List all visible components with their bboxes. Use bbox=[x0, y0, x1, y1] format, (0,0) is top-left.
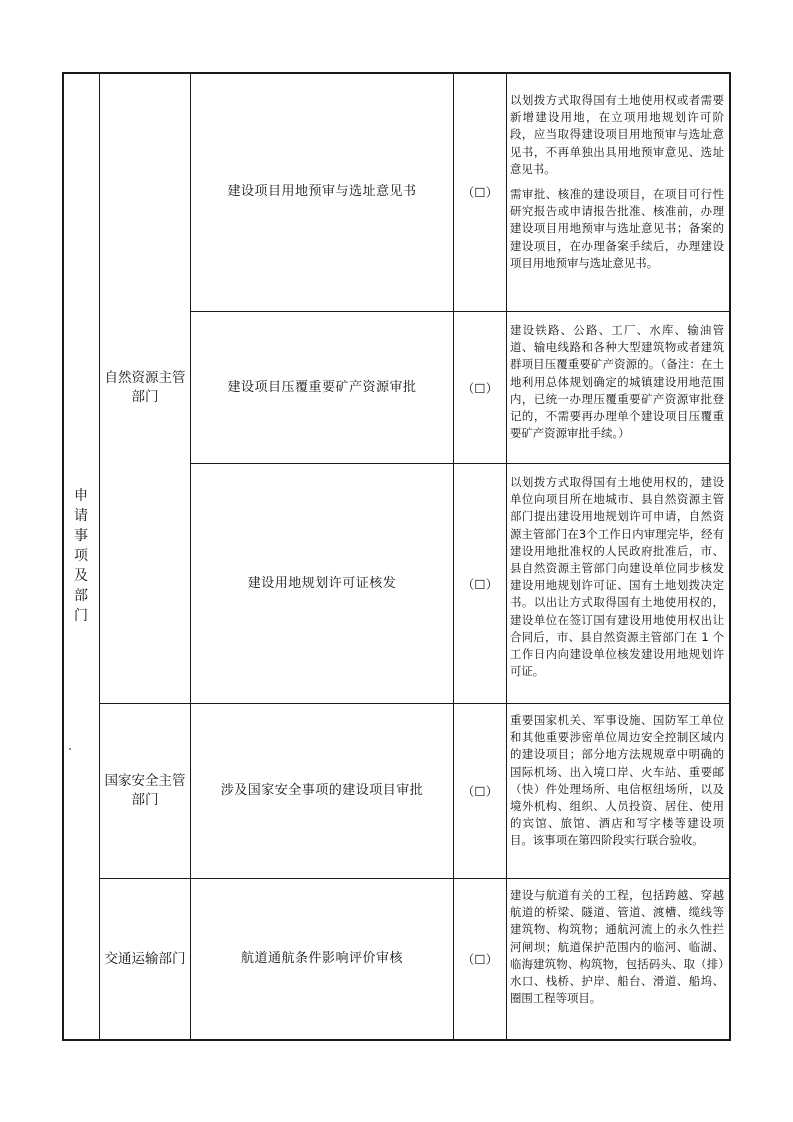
checkbox-mark[interactable]: （☐） bbox=[461, 185, 499, 200]
table-bottom-border bbox=[62, 1039, 731, 1041]
side-label: 申请事项及部门 bbox=[74, 488, 88, 624]
note-paragraph: 建设铁路、公路、工厂、水库、输油管道、输电线路和各种大型建筑物或者建筑群项目压覆重要矿产资源的。（备注：在土地利用总体规划确定的城镇建设用地范围内，已统一办理压覆重要矿产资源审批登记的，不需要再办理单个建设项目压覆重要矿产资源审批手续。） bbox=[510, 323, 724, 441]
checkbox-mark[interactable]: （☐） bbox=[461, 784, 499, 799]
checkbox-cell[interactable] bbox=[454, 73, 506, 311]
scan-speck bbox=[69, 748, 71, 750]
item-note bbox=[510, 887, 724, 1037]
item-name: 建设用地规划许可证核发 bbox=[247, 575, 397, 591]
item-name: 涉及国家安全事项的建设项目审批 bbox=[220, 783, 424, 798]
side-label-cell bbox=[63, 73, 99, 1039]
item-note bbox=[510, 322, 724, 460]
department-name: 自然资源主管部门 bbox=[104, 370, 186, 405]
table-right-border bbox=[729, 72, 731, 1041]
department-cell bbox=[100, 73, 190, 703]
item-cell bbox=[191, 464, 453, 703]
item-cell bbox=[191, 73, 453, 311]
note-paragraph: 以划拨方式取得国有土地使用权的，建设单位向项目所在地城市、县自然资源主管部门提出建设用地规划许可申请，自然资源主管部门在3个工作日内审理完毕，经有建设用地批准权的人民政府批准后，市、县自然资源主管部门向建设单位同步核发建设用地规划许可证、国有土地划拨决定书。以出让方式取得国有土地使用权的，建设单位在签订国有建设用地使用权出让合同后，市、县自然资源主管部门在 1 个工作日内向建设单位核发建设用地规划许可证。 bbox=[510, 475, 724, 679]
item-name: 建设项目用地预审与选址意见书 bbox=[227, 184, 417, 199]
department-cell bbox=[100, 704, 190, 878]
note-paragraph: 重要国家机关、军事设施、国防军工单位和其他重要涉密单位周边安全控制区域内的建设项目；部分地方法规规章中明确的国际机场、出入境口岸、火车站、重要邮（快）件处理场所、电信枢纽场所，以及境外机构、组织、人员投资、居住、使用的宾馆、旅馆、酒店和写字楼等建设项目。该事项在第四阶段实行联合验收。 bbox=[510, 713, 724, 848]
item-note bbox=[510, 92, 724, 302]
department-name: 国家安全主管部门 bbox=[104, 773, 186, 808]
note-paragraph: 建设与航道有关的工程，包括跨越、穿越航道的桥梁、隧道、管道、渡槽、缆线等建筑物、构筑物；通航河流上的永久性拦河闸坝；航道保护范围内的临河、临湖、临海建筑物、构筑物，包括码头、取（排）水口、栈桥、护岸、船台、滑道、船坞、圈围工程等项目。 bbox=[510, 888, 724, 1006]
item-name: 建设项目压覆重要矿产资源审批 bbox=[227, 379, 417, 395]
checkbox-cell[interactable] bbox=[454, 464, 506, 703]
note-paragraph: 以划拨方式取得国有土地使用权或者需要新增建设用地，在立项用地规划许可阶段，应当取得建设项目用地预审与选址意见书，不再单独出具用地预审意见、选址意见书。 bbox=[510, 93, 724, 176]
department-cell bbox=[100, 879, 190, 1039]
item-cell bbox=[191, 312, 453, 463]
item-cell bbox=[191, 879, 453, 1039]
checkbox-mark[interactable]: （☐） bbox=[461, 952, 499, 967]
item-name: 航道通航条件影响评价审核 bbox=[240, 951, 403, 966]
department-name: 交通运输部门 bbox=[104, 950, 186, 967]
checkbox-cell[interactable] bbox=[454, 879, 506, 1039]
checkbox-cell[interactable] bbox=[454, 312, 506, 463]
checkbox-mark[interactable]: （☐） bbox=[461, 380, 499, 396]
note-paragraph: 需审批、核准的建设项目，在项目可行性研究报告或申请报告批准、核准前，办理建设项目用地预审与选址意见书；备案的建设项目，在办理备案手续后，办理建设项目用地预审与选址意见书。 bbox=[510, 187, 724, 270]
checkbox-cell[interactable] bbox=[454, 704, 506, 878]
item-note bbox=[510, 712, 724, 874]
column-divider bbox=[506, 72, 507, 1040]
item-cell bbox=[191, 704, 453, 878]
item-note bbox=[510, 474, 724, 700]
checkbox-mark[interactable]: （☐） bbox=[461, 576, 499, 592]
